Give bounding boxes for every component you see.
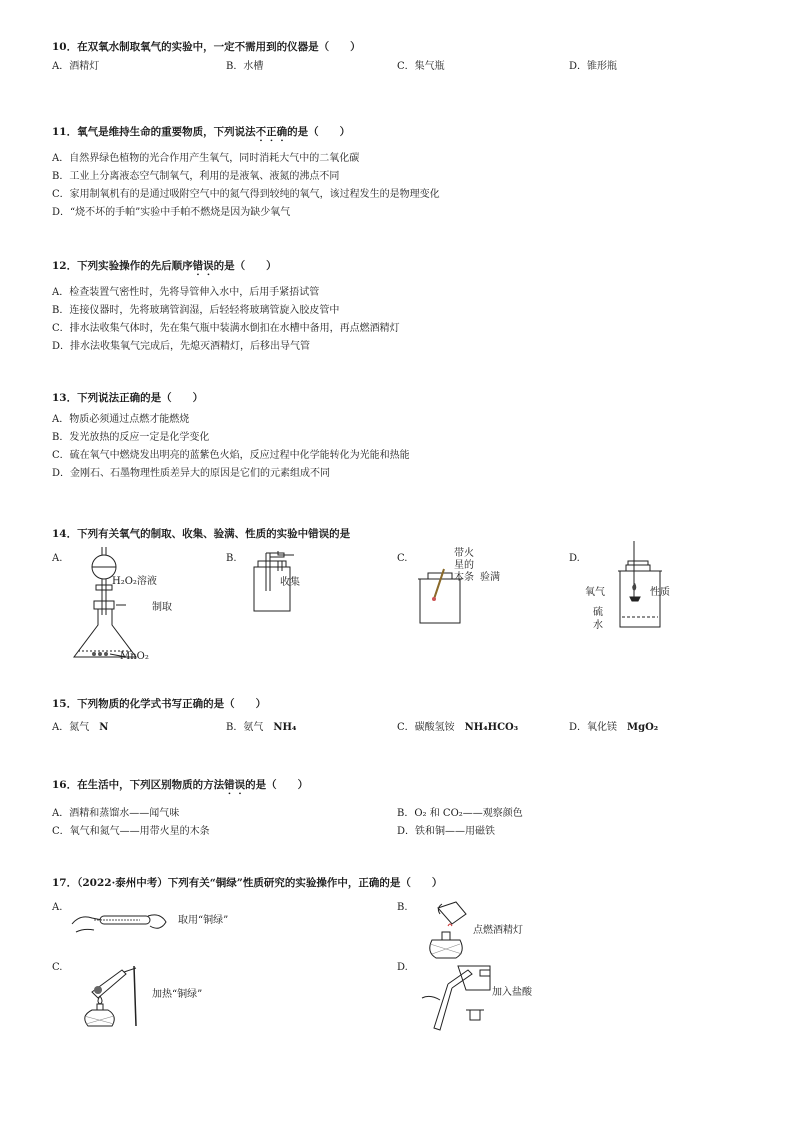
figure-caption: 收集 xyxy=(280,577,300,588)
option-b: B．氨气 NH₄ xyxy=(226,722,297,733)
option-d: D．金刚石、石墨物理性质差异大的原因是它们的元素组成不同 xyxy=(52,468,331,479)
option-d: D．锥形瓶 xyxy=(569,61,618,72)
option-b: B．水槽 xyxy=(226,61,264,72)
option-c: C．氧气和氮气——用带火星的木条 xyxy=(52,826,210,837)
option-b: B. xyxy=(226,553,237,564)
sulfur-label: 硫 xyxy=(593,607,603,618)
question-stem: 11．氧气是维持生命的重要物质，下列说法不正确的是（ ） xyxy=(52,126,351,138)
question-17 xyxy=(52,876,752,1036)
option-a: A. xyxy=(52,553,63,564)
question-10 xyxy=(52,40,752,76)
question-stem: 14．下列有关氧气的制取、收集、验满、性质的实验中错误的是 xyxy=(52,528,351,540)
splint-label-line-1: 带火 xyxy=(454,548,474,559)
option-d: D. xyxy=(569,553,580,564)
reagent-label: H₂O₂溶液 xyxy=(112,576,157,587)
question-stem: 17．（2022·泰州中考）下列有关“铜绿”性质研究的实验操作中，正确的是（ ） xyxy=(52,877,443,889)
question-stem: 15．下列物质的化学式书写正确的是（ ） xyxy=(52,698,267,710)
option-b: B. xyxy=(397,902,408,913)
splint-label-line-3: 木条 xyxy=(454,572,474,583)
option-a: A．物质必须通过点燃才能燃烧 xyxy=(52,414,190,425)
option-b: B．工业上分离液态空气制氧气，利用的是液氧、液氮的沸点不同 xyxy=(52,171,340,182)
chemical-formula: N xyxy=(99,722,109,733)
option-c: C．集气瓶 xyxy=(397,61,445,72)
operation-figure-a xyxy=(70,902,170,946)
figure-caption: 加热“铜绿” xyxy=(152,989,203,1000)
option-b: B．O₂ 和 CO₂——观察颜色 xyxy=(397,808,523,819)
option-d: D．铁和铜——用磁铁 xyxy=(397,826,496,837)
figure-caption: 加入盐酸 xyxy=(492,987,532,998)
option-c: C. xyxy=(52,962,63,973)
water-label: 水 xyxy=(593,620,603,631)
emphasis-text: 错误 xyxy=(224,779,246,791)
option-b: B．发光放热的反应一定是化学变化 xyxy=(52,432,210,443)
figure-caption: 性质 xyxy=(650,587,670,598)
option-d: D．氧化镁 MgO₂ xyxy=(569,722,659,733)
question-stem: 16．在生活中，下列区别物质的方法错误的是（ ） xyxy=(52,779,309,791)
option-b: B．连接仪器时，先将玻璃管润湿，后轻轻将玻璃管旋入胶皮管中 xyxy=(52,305,340,316)
operation-figure-b xyxy=(422,900,478,964)
option-a: A. xyxy=(52,902,63,913)
option-c: C．家用制氧机有的是通过吸附空气中的氮气得到较纯的氧气，该过程发生的是物理变化 xyxy=(52,189,440,200)
chemical-formula: NH₄HCO₃ xyxy=(464,722,519,733)
chemical-formula: NH₄ xyxy=(273,722,297,733)
figure-caption: 取用“铜绿” xyxy=(178,915,229,926)
question-12 xyxy=(52,259,752,356)
question-16 xyxy=(52,778,752,841)
splint-label-line-2: 星的 xyxy=(454,560,474,571)
option-a: A．自然界绿色植物的光合作用产生氧气，同时消耗大气中的二氧化碳 xyxy=(52,153,360,164)
emphasis-text: 错误 xyxy=(192,260,214,272)
question-stem: 12．下列实验操作的先后顺序错误的是（ ） xyxy=(52,260,277,272)
question-stem: 13．下列说法正确的是（ ） xyxy=(52,392,204,404)
option-d: D．排水法收集氧气完成后，先熄灭酒精灯，后移出导气管 xyxy=(52,341,311,352)
option-a: A．酒精灯 xyxy=(52,61,100,72)
option-c: C. xyxy=(397,553,408,564)
option-c: C．碳酸氢铵 NH₄HCO₃ xyxy=(397,722,519,733)
figure-caption: 制取 xyxy=(152,602,172,613)
option-a: A．检查装置气密性时，先将导管伸入水中，后用手紧捂试管 xyxy=(52,287,320,298)
question-11 xyxy=(52,125,752,222)
question-15 xyxy=(52,697,752,737)
operation-figure-c xyxy=(70,966,150,1036)
figure-caption: 验满 xyxy=(480,572,500,583)
option-a: A．酒精和蒸馏水——闻气味 xyxy=(52,808,180,819)
figure-caption: 点燃酒精灯 xyxy=(473,925,523,936)
option-c: C．排水法收集气体时，先在集气瓶中装满水倒扣在水槽中备用，再点燃酒精灯 xyxy=(52,323,400,334)
question-stem: 10．在双氧水制取氧气的实验中，一定不需用到的仪器是（ ） xyxy=(52,41,361,53)
question-13 xyxy=(52,391,752,483)
option-c: C．硫在氧气中燃烧发出明亮的蓝紫色火焰，反应过程中化学能转化为光能和热能 xyxy=(52,450,410,461)
chemical-formula: MgO₂ xyxy=(627,722,659,733)
gas-label: 氧气 xyxy=(585,587,605,598)
operation-figure-d xyxy=(418,964,504,1038)
option-d: D. xyxy=(397,962,408,973)
emphasis-text: 不正确 xyxy=(255,126,288,138)
option-a: A．氮气 N xyxy=(52,722,109,733)
option-d: D．“烧不坏的手帕”实验中手帕不燃烧是因为缺少氧气 xyxy=(52,207,291,218)
question-14 xyxy=(52,527,752,667)
reagent-label: MnO₂ xyxy=(120,651,149,662)
